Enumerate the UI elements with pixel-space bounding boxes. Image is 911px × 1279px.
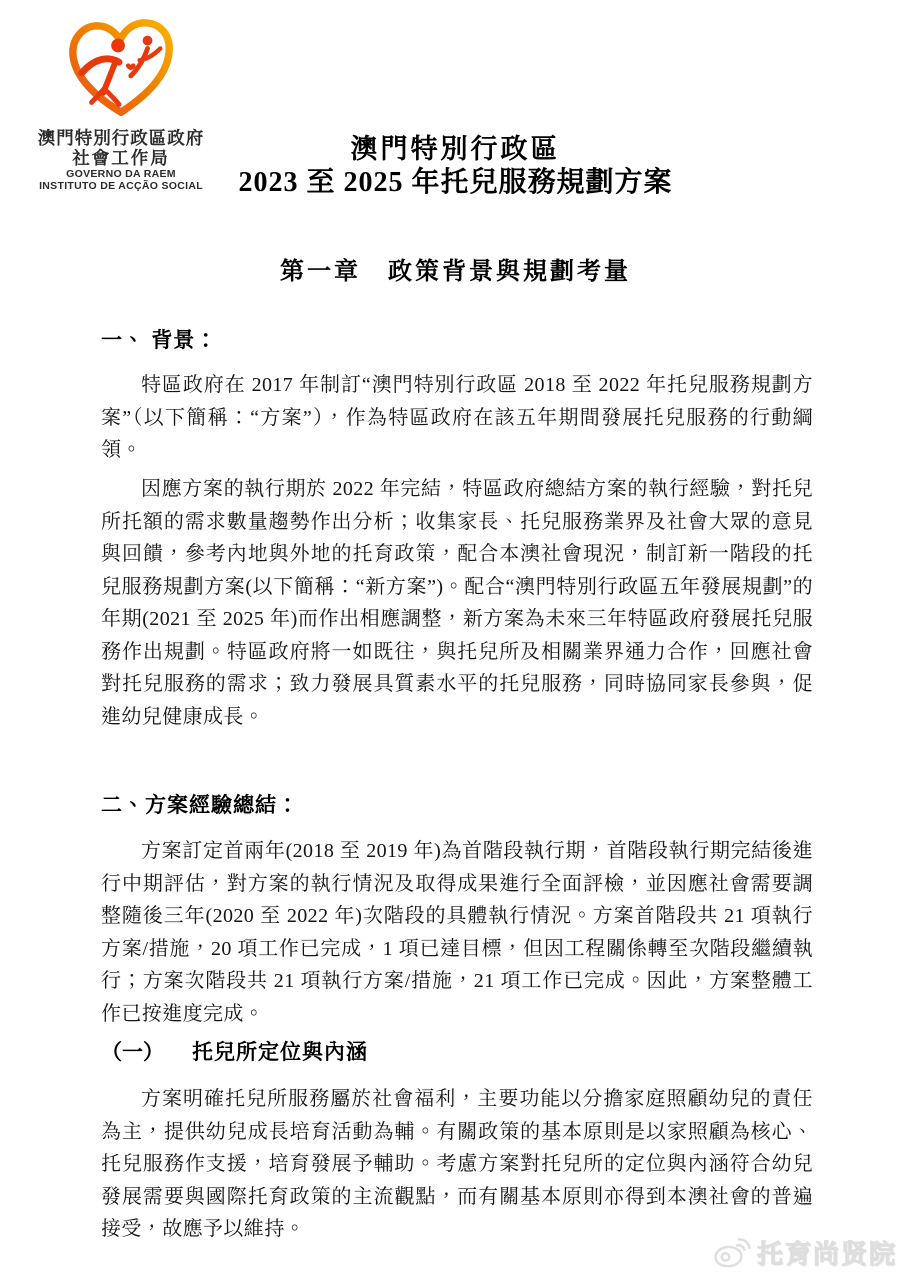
heart-logo-icon	[62, 16, 180, 126]
section-summary-heading: 二、方案經驗總結：	[101, 793, 299, 817]
watermark-text: 托育尚贤院	[756, 1239, 897, 1269]
summary-paragraph-1: 方案訂定首兩年(2018 至 2019 年)為首階段執行期，首階段執行期完結後進行中期評估，對方案的執行情況及取得成果進行全面評檢，並因應社會需要調整隨後三年(2020 至 2022 年)次階段的具體執行情況。方案首階段共 21 項執行方案/措施，20 項工作已完成，1 項已達目標，但因工程關係轉至次階段繼續執行；方案次階段共 21 項執行方案/措施，21 項工作已完成。因此，方案整體工作已按進度完成。	[101, 840, 813, 1025]
agency-bureau-zh: 社會工作局	[72, 148, 170, 169]
document-title	[0, 133, 911, 200]
agency-bureau-pt: INSTITUTO DE ACÇÃO SOCIAL	[39, 180, 203, 193]
agency-name-pt: GOVERNO DA RAEM	[66, 168, 176, 181]
chapter-heading: 第一章 政策背景與規劃考量	[280, 259, 631, 285]
subsection-positioning-heading	[101, 1036, 813, 1066]
section-background-heading: 一、 背景：	[101, 328, 218, 352]
subsection-number: （一）	[101, 1040, 164, 1064]
background-paragraph-1: 特區政府在 2017 年制訂“澳門特別行政區 2018 至 2022 年托兒服務規劃方案”（以下簡稱：“方案”），作為特區政府在該五年期間發展托兒服務的行動綱領。	[101, 374, 813, 461]
agency-name-zh: 澳門特別行政區政府	[37, 128, 205, 148]
document-title-line1: 澳門特別行政區	[350, 134, 561, 164]
background-paragraph-2: 因應方案的執行期於 2022 年完結，特區政府總結方案的執行經驗，對托兒所托額的需求數量趨勢作出分析；收集家長、托兒服務業界及社會大眾的意見與回饋，參考內地與外地的托育政策，配合本澳社會現況，制訂新一階段的托兒服務規劃方案(以下簡稱：“新方案”)。配合“澳門特別行政區五年發展規劃”的年期(2021 至 2025 年)而作出相應調整，新方案為未來三年特區政府發展托兒服務作出規劃。特區政府將一如既往，與托兒所及相關業界通力合作，回應社會對托兒服務的需求；致力發展具質素水平的托兒服務，同時協同家長參與，促進幼兒健康成長。	[101, 478, 813, 728]
positioning-paragraph-1: 方案明確托兒所服務屬於社會福利，主要功能以分擔家庭照顧幼兒的責任為主，提供幼兒成長培育活動為輔。有關政策的基本原則是以家照顧為核心、托兒服務作支援，培育發展予輔助。考慮方案對托兒所的定位與內涵符合幼兒發展需要與國際托育政策的主流觀點，而有關基本原則亦得到本澳社會的普遍接受，故應予以維持。	[101, 1088, 813, 1240]
subsection-title: 托兒所定位與內涵	[192, 1040, 368, 1064]
document-title-line2: 2023 至 2025 年托兒服務規劃方案	[238, 167, 673, 198]
